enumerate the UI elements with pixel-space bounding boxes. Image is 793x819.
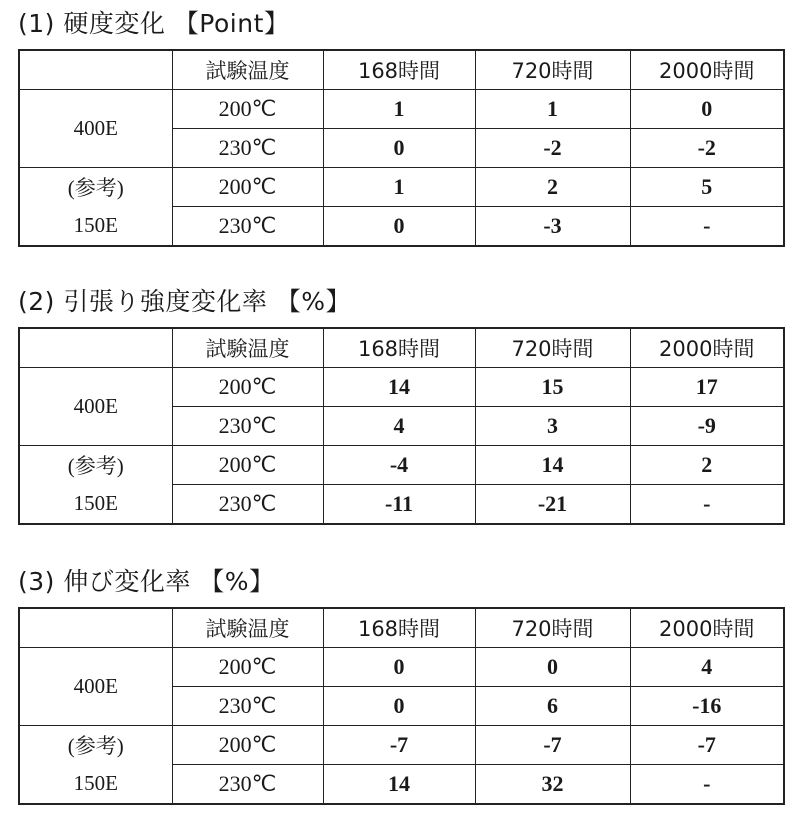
header-168h: 168時間 (323, 328, 475, 368)
temp-cell: 200℃ (172, 90, 323, 129)
temp-cell: 200℃ (172, 446, 323, 485)
value-720h: -21 (475, 485, 630, 525)
temp-cell: 230℃ (172, 407, 323, 446)
temp-cell: 230℃ (172, 485, 323, 525)
group-reference: (参考) (19, 168, 172, 207)
table-row (19, 168, 784, 207)
table-row (19, 207, 784, 247)
value-720h: -2 (475, 129, 630, 168)
header-720h: 720時間 (475, 328, 630, 368)
header-720h: 720時間 (475, 608, 630, 648)
group-400e: 400E (19, 90, 172, 168)
header-row (19, 50, 784, 90)
value-168h: -7 (323, 726, 475, 765)
header-2000h: 2000時間 (630, 50, 784, 90)
table-row (19, 90, 784, 129)
value-2000h: -2 (630, 129, 784, 168)
header-blank (19, 328, 172, 368)
header-test-temp: 試験温度 (172, 328, 323, 368)
table-row (19, 765, 784, 805)
value-720h: 14 (475, 446, 630, 485)
value-720h: 3 (475, 407, 630, 446)
value-720h: 6 (475, 687, 630, 726)
value-720h: -7 (475, 726, 630, 765)
group-150e: 150E (19, 207, 172, 247)
temp-cell: 230℃ (172, 129, 323, 168)
header-2000h: 2000時間 (630, 608, 784, 648)
value-168h: 1 (323, 90, 475, 129)
value-168h: 14 (323, 765, 475, 805)
value-2000h: - (630, 765, 784, 805)
value-168h: 0 (323, 687, 475, 726)
table-row (19, 726, 784, 765)
value-2000h: - (630, 485, 784, 525)
header-row (19, 608, 784, 648)
tensile-table (18, 327, 785, 525)
table-row (19, 648, 784, 687)
temp-cell: 200℃ (172, 726, 323, 765)
header-720h: 720時間 (475, 50, 630, 90)
value-2000h: 17 (630, 368, 784, 407)
group-150e: 150E (19, 765, 172, 805)
value-2000h: - (630, 207, 784, 247)
temp-cell: 200℃ (172, 648, 323, 687)
temp-cell: 230℃ (172, 687, 323, 726)
group-reference: (参考) (19, 446, 172, 485)
header-test-temp: 試験温度 (172, 50, 323, 90)
table-row (19, 485, 784, 525)
value-2000h: -7 (630, 726, 784, 765)
header-blank (19, 608, 172, 648)
section-title: (3) 伸び変化率 【%】 (18, 567, 275, 596)
hardness-table (18, 49, 785, 247)
value-168h: -4 (323, 446, 475, 485)
group-400e: 400E (19, 648, 172, 726)
value-2000h: -9 (630, 407, 784, 446)
header-test-temp: 試験温度 (172, 608, 323, 648)
section-title: (1) 硬度変化 【Point】 (18, 9, 290, 38)
table-row (19, 368, 784, 407)
value-720h: 2 (475, 168, 630, 207)
value-168h: -11 (323, 485, 475, 525)
value-720h: 1 (475, 90, 630, 129)
header-blank (19, 50, 172, 90)
table-row (19, 446, 784, 485)
value-168h: 0 (323, 207, 475, 247)
value-168h: 4 (323, 407, 475, 446)
group-400e: 400E (19, 368, 172, 446)
value-2000h: -16 (630, 687, 784, 726)
value-720h: -3 (475, 207, 630, 247)
temp-cell: 200℃ (172, 368, 323, 407)
value-720h: 32 (475, 765, 630, 805)
value-168h: 0 (323, 648, 475, 687)
value-2000h: 0 (630, 90, 784, 129)
value-168h: 1 (323, 168, 475, 207)
header-168h: 168時間 (323, 608, 475, 648)
header-2000h: 2000時間 (630, 328, 784, 368)
value-2000h: 2 (630, 446, 784, 485)
group-reference: (参考) (19, 726, 172, 765)
group-150e: 150E (19, 485, 172, 525)
elongation-table (18, 607, 785, 805)
temp-cell: 230℃ (172, 765, 323, 805)
header-168h: 168時間 (323, 50, 475, 90)
temp-cell: 230℃ (172, 207, 323, 247)
value-720h: 0 (475, 648, 630, 687)
value-2000h: 5 (630, 168, 784, 207)
temp-cell: 200℃ (172, 168, 323, 207)
value-168h: 0 (323, 129, 475, 168)
value-2000h: 4 (630, 648, 784, 687)
section-title: (2) 引張り強度変化率 【%】 (18, 287, 352, 316)
value-168h: 14 (323, 368, 475, 407)
header-row (19, 328, 784, 368)
value-720h: 15 (475, 368, 630, 407)
